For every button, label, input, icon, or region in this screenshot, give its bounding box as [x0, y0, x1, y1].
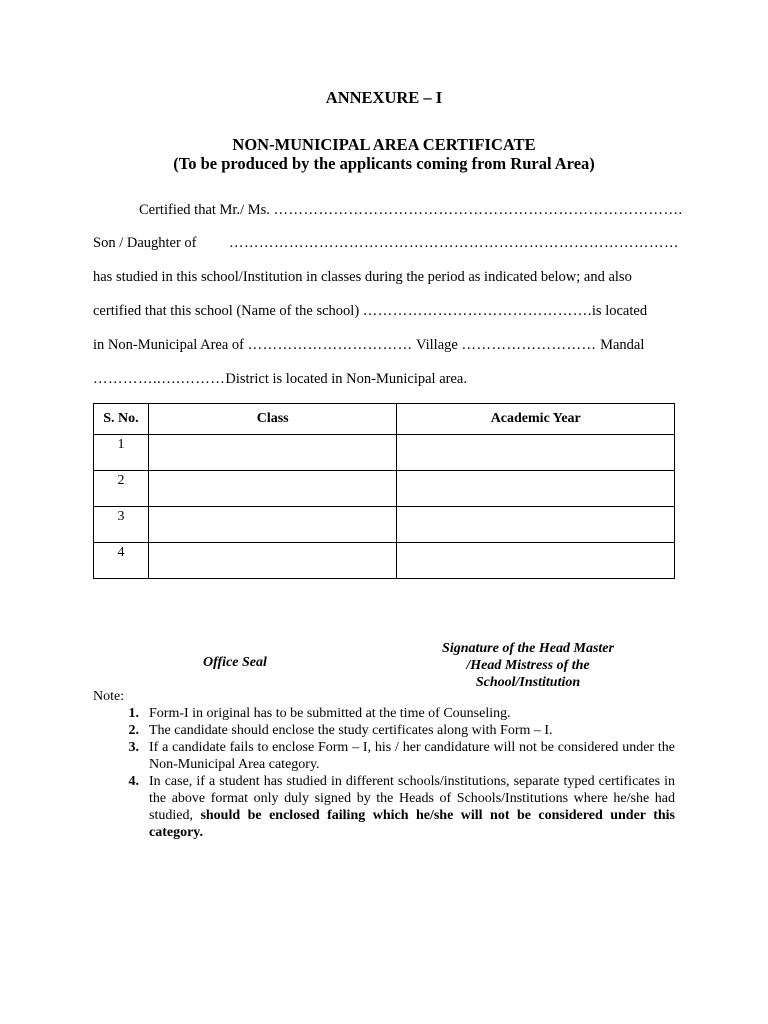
list-item — [93, 739, 675, 773]
annexure-heading: ANNEXURE – I — [325, 88, 443, 107]
table-header-row — [94, 404, 675, 435]
table-row — [94, 507, 675, 543]
sno-header: S. No. — [94, 404, 149, 435]
note-number: 4. — [128, 774, 139, 789]
parent-blank[interactable]: ……………………………………………………………………………… — [229, 235, 679, 251]
is-located-text: is located — [591, 303, 648, 319]
sno-cell: 4 — [94, 543, 149, 579]
note-text: Form-I in original has to be submitted at the time of Counseling. — [149, 706, 511, 721]
class-cell[interactable] — [148, 543, 397, 579]
note-number: 2. — [128, 723, 139, 738]
notes-title: Note: — [93, 689, 125, 704]
academic-year-cell[interactable] — [397, 543, 675, 579]
sno-cell: 1 — [94, 435, 149, 471]
parent-label: Son / Daughter of — [93, 235, 197, 251]
district-text: District is located in Non-Municipal area. — [225, 371, 467, 387]
mandal-label: Mandal — [600, 337, 645, 353]
area-label: in Non-Municipal Area of — [93, 337, 245, 353]
sno-cell: 2 — [94, 471, 149, 507]
village-label: Village — [416, 337, 458, 353]
class-cell[interactable] — [148, 471, 397, 507]
table-row — [94, 543, 675, 579]
school-line — [93, 303, 647, 320]
table-row — [94, 435, 675, 471]
certificate-title: NON-MUNICIPAL AREA CERTIFICATE — [232, 135, 536, 154]
district-line — [93, 371, 467, 388]
note-text-plain: In case, if a student has studied in different schools/institutions, separate typed certificates in the above format only duly signed by the Heads of Schools/Institutions where he/she had studied, — [149, 774, 675, 823]
note-text: If a candidate fails to enclose Form – I, his / her candidature will not be considered under the Non-Municipal Area category. — [149, 740, 675, 772]
class-cell[interactable] — [148, 435, 397, 471]
academic-table — [93, 403, 675, 579]
class-header: Class — [148, 404, 397, 435]
note-number: 1. — [128, 706, 139, 721]
name-blank[interactable]: ………………………………………………………………………. — [273, 202, 683, 218]
signature-line-1: Signature of the Head Master — [442, 641, 614, 656]
academic-year-header: Academic Year — [397, 404, 675, 435]
note-number: 3. — [128, 740, 139, 755]
certified-label: Certified that Mr./ Ms. — [139, 202, 270, 218]
parent-line — [93, 235, 197, 252]
office-seal-label: Office Seal — [203, 655, 267, 670]
class-cell[interactable] — [148, 507, 397, 543]
mandal-blank[interactable]: …………..….……… — [93, 371, 226, 387]
list-item — [93, 722, 675, 739]
signature-line-2: /Head Mistress of the — [466, 658, 590, 673]
list-item — [93, 773, 675, 841]
area-blank[interactable]: …………………………… — [247, 337, 413, 353]
certified-line — [139, 202, 683, 219]
academic-year-cell[interactable] — [397, 435, 675, 471]
area-line — [93, 337, 644, 354]
academic-year-cell[interactable] — [397, 507, 675, 543]
note-text-4 — [139, 773, 675, 841]
signature-line-3: School/Institution — [475, 675, 581, 690]
school-name-blank[interactable]: ………………………………………. — [362, 303, 592, 319]
certificate-subtitle: (To be produced by the applicants coming from Rural Area) — [173, 154, 595, 173]
list-item — [93, 705, 675, 722]
village-blank[interactable]: ……………………… — [461, 337, 597, 353]
studied-line: has studied in this school/Institution in classes during the period as indicated below; and also — [93, 269, 632, 285]
table-row — [94, 471, 675, 507]
note-text-bold: should be enclosed failing which he/she will not be considered under this category. — [149, 808, 676, 840]
academic-year-cell[interactable] — [397, 471, 675, 507]
signature-block — [408, 640, 648, 691]
school-label: certified that this school (Name of the school) — [93, 303, 360, 319]
note-text: The candidate should enclose the study certificates along with Form – I. — [149, 723, 553, 738]
sno-cell: 3 — [94, 507, 149, 543]
notes-section — [93, 688, 675, 841]
